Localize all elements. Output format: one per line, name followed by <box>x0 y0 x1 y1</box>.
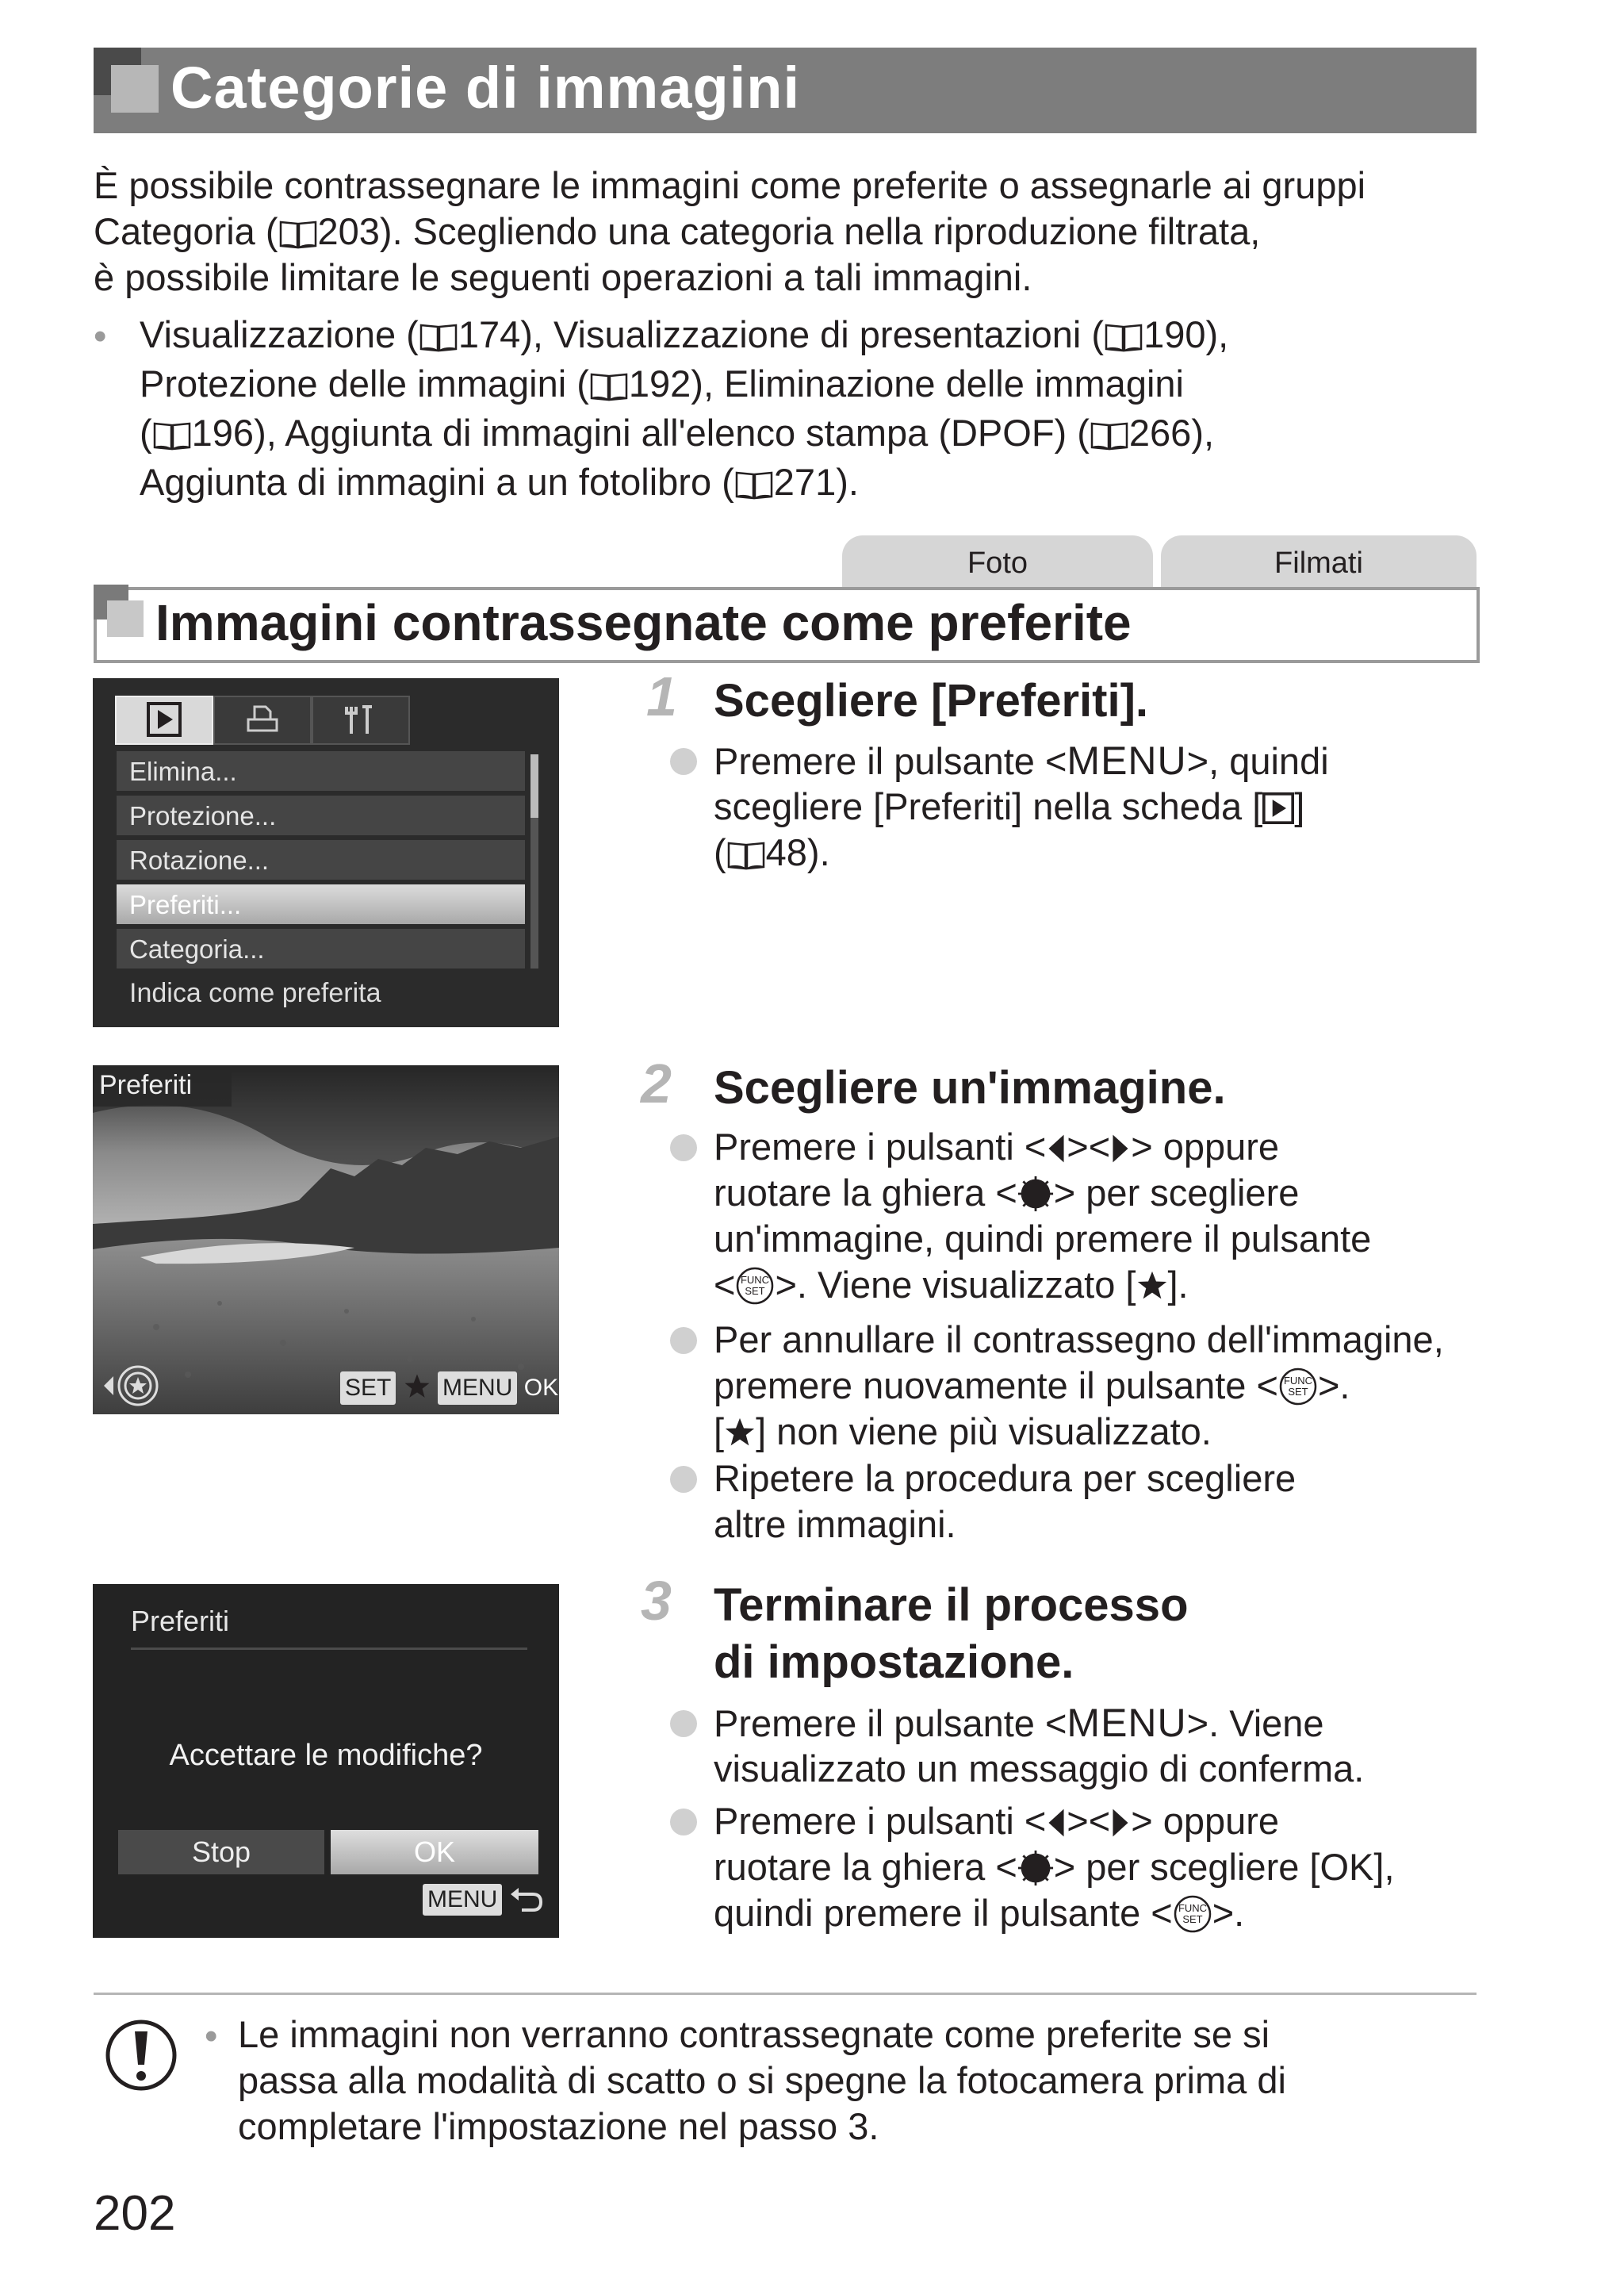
tools-tab <box>312 696 410 745</box>
note-line: Le immagini non verranno contrassegnate come preferite se si <box>238 2013 1270 2055</box>
photo-label: Preferiti <box>99 1070 193 1100</box>
ok-label: OK <box>523 1375 559 1401</box>
step-number: 2 <box>641 1053 672 1114</box>
subtitle-decoration <box>107 600 144 637</box>
step-line: ruotare la ghiera < > per scegliere [OK], <box>714 1846 1395 1888</box>
book-icon <box>419 320 458 352</box>
book-icon <box>1104 320 1143 352</box>
dialog-divider <box>131 1647 527 1650</box>
left-arrow-icon <box>1046 1807 1067 1839</box>
play-tab <box>115 696 213 745</box>
photo-controls <box>340 1371 558 1405</box>
step-title: Terminare il processo <box>714 1579 1189 1631</box>
intro-bullet-line: Protezione delle immagini ( 192), Eliminazione delle immagini <box>140 362 1184 405</box>
step-line: premere nuovamente il pulsante < >. <box>714 1364 1350 1406</box>
step-line: < >. Viene visualizzato [ ]. <box>714 1264 1189 1306</box>
stop-button: Stop <box>118 1830 324 1874</box>
right-arrow-icon <box>1110 1133 1131 1164</box>
step-bullet <box>670 1809 697 1835</box>
favorite-star-icon <box>102 1362 166 1410</box>
photo-screen <box>93 1065 559 1414</box>
page-number: 202 <box>94 2186 176 2241</box>
step-line: ruotare la ghiera < > per scegliere <box>714 1172 1300 1214</box>
step-line: un'immagine, quindi premere il pulsante <box>714 1218 1372 1260</box>
star-icon <box>1136 1270 1168 1302</box>
section-subtitle: Immagini contrassegnate come preferite <box>155 594 1132 651</box>
set-label: SET <box>340 1371 396 1405</box>
step-bullet <box>670 1710 697 1737</box>
func-set-icon <box>1173 1894 1212 1934</box>
book-icon <box>1090 419 1129 451</box>
step-line: Ripetere la procedura per scegliere <box>714 1457 1297 1499</box>
tab-foto: Foto <box>842 535 1153 588</box>
menu-label: MENU <box>438 1371 517 1405</box>
step-line: ( 48). <box>714 831 830 873</box>
menu-label: MENU <box>423 1884 502 1916</box>
menu-item-categoria: Categoria... <box>117 929 525 970</box>
return-icon <box>509 1886 544 1913</box>
intro-bullet-line: ( 196), Aggiunta di immagini all'elenco stampa (DPOF) ( 266), <box>140 412 1215 454</box>
dial-icon <box>1017 1176 1054 1212</box>
intro-bullet-line: Aggiunta di immagini a un fotolibro ( 271). <box>140 461 859 503</box>
dial-icon <box>1017 1850 1054 1886</box>
step-line: visualizzato un messaggio di conferma. <box>714 1747 1365 1789</box>
ok-button: OK <box>331 1830 538 1874</box>
menu-scroll-thumb <box>530 754 538 818</box>
caution-icon <box>103 2017 179 2093</box>
book-icon <box>726 838 766 870</box>
menu-item-rotazione: Rotazione... <box>117 840 525 881</box>
step-number: 1 <box>646 666 677 727</box>
star-icon <box>724 1417 756 1448</box>
menu-item-protezione: Protezione... <box>117 796 525 837</box>
book-icon <box>278 217 318 249</box>
note-bullet: • <box>205 2015 218 2057</box>
step-line: Premere il pulsante <MENU>, quindi <box>714 738 1329 783</box>
book-icon <box>152 419 192 451</box>
play-icon <box>1262 792 1294 824</box>
divider <box>94 1993 1477 1995</box>
right-arrow-icon <box>1110 1807 1131 1839</box>
camera-menu-screen <box>93 678 559 1027</box>
step-title: Scegliere [Preferiti]. <box>714 675 1148 727</box>
confirm-dialog-screen <box>93 1584 559 1938</box>
step-line: Premere i pulsanti < >< > oppure <box>714 1126 1280 1168</box>
step-line: [ ] non viene più visualizzato. <box>714 1410 1212 1452</box>
book-icon <box>589 370 629 401</box>
intro-line: È possibile contrassegnare le immagini come preferite o assegnarle ai gruppi <box>94 164 1366 206</box>
menu-key: MENU <box>1067 738 1187 783</box>
step-bullet <box>670 1327 697 1354</box>
step-line: Premere il pulsante <MENU>. Viene <box>714 1701 1324 1745</box>
tab-filmati: Filmati <box>1161 535 1477 588</box>
print-icon <box>239 702 286 737</box>
menu-hint: Indica come preferita <box>129 978 381 1008</box>
menu-item-elimina: Elimina... <box>117 751 525 792</box>
menu-item-preferiti: Preferiti... <box>117 884 525 926</box>
menu-return <box>423 1884 544 1916</box>
star-icon <box>403 1373 431 1400</box>
step-title: Scegliere un'immagine. <box>714 1062 1226 1114</box>
tools-icon <box>337 702 385 737</box>
intro-line: Categoria ( 203). Scegliendo una categoria nella riproduzione filtrata, <box>94 210 1261 252</box>
menu-key: MENU <box>1067 1701 1187 1745</box>
menu-tabs <box>115 696 508 742</box>
step-bullet <box>670 1134 697 1161</box>
title-decoration <box>111 65 159 113</box>
step-line: scegliere [Preferiti] nella scheda [ ] <box>714 785 1305 827</box>
bullet: • <box>94 315 107 357</box>
dialog-title: Preferiti <box>131 1605 230 1637</box>
step-line: altre immagini. <box>714 1503 956 1545</box>
step-bullet <box>670 1466 697 1493</box>
step-line: quindi premere il pulsante < >. <box>714 1892 1245 1934</box>
book-icon <box>734 468 774 500</box>
intro-line: è possibile limitare le seguenti operazioni a tali immagini. <box>94 256 1032 298</box>
func-set-icon <box>735 1266 775 1306</box>
dialog-question: Accettare le modifiche? <box>169 1739 483 1772</box>
step-bullet <box>670 748 697 775</box>
play-icon <box>140 702 188 737</box>
intro-bullet-line: Visualizzazione ( 174), Visualizzazione di presentazioni ( 190), <box>140 313 1229 355</box>
step-number: 3 <box>641 1570 672 1632</box>
page-title: Categorie di immagini <box>170 55 801 121</box>
note-line: passa alla modalità di scatto o si spegne la fotocamera prima di <box>238 2059 1286 2101</box>
left-arrow-icon <box>1046 1133 1067 1164</box>
step-title: di impostazione. <box>714 1636 1074 1688</box>
print-tab <box>213 696 312 745</box>
note-line: completare l'impostazione nel passo 3. <box>238 2105 879 2147</box>
func-set-icon <box>1278 1367 1318 1406</box>
step-line: Per annullare il contrassegno dell'immagine, <box>714 1318 1444 1360</box>
step-line: Premere i pulsanti < >< > oppure <box>714 1800 1280 1842</box>
